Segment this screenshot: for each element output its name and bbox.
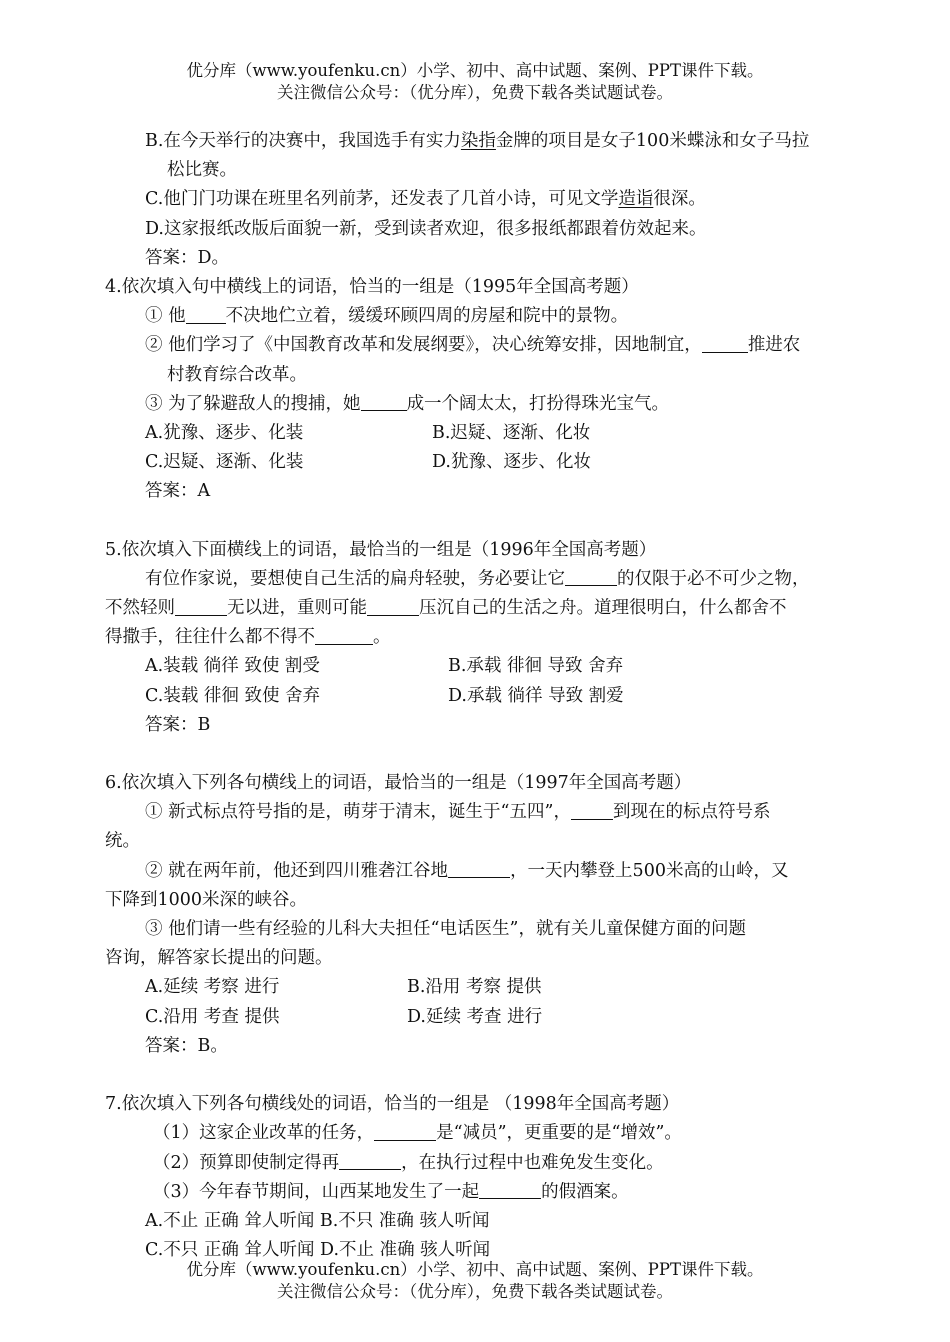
q6-sentence-3: ③ 他们请一些有经验的儿科大夫担任“电话医生”，就有关儿童保健方面的问题 [145, 919, 746, 940]
q6-answer: 答案：B。 [145, 1035, 228, 1056]
q6-title: 6.依次填入下列各句横线上的词语，最恰当的一组是（1997年全国高考题） [105, 773, 692, 794]
q7-sentence-1: （1）这家企业改革的任务， 是“减员”，更重要的是“增效”。 [153, 1123, 682, 1144]
document-body [105, 127, 895, 1265]
q5-paragraph-3: 得撒手，往往什么都不得不 。 [105, 627, 391, 648]
q5-option-d: D.承载 徜徉 导致 割爱 [448, 685, 624, 706]
spacer [105, 740, 895, 769]
q7-sentence-3: （3）今年春节期间，山西某地发生了一起 的假酒案。 [153, 1181, 629, 1202]
q5-blank-1 [565, 568, 617, 587]
q4-blank-1 [186, 305, 226, 324]
q3-option-c-keyword: 造诣 [618, 189, 654, 210]
q5-option-c: C.装载 徘徊 致使 舍弃 [145, 685, 321, 706]
footer-line-1: 优分库（www.youfenku.cn）小学、初中、高中试题、案例、PPT课件下载。 [186, 1260, 764, 1279]
q3-option-b: B.在今天举行的决赛中，我国选手有实力染指金牌的项目是女子100米蝶泳和女子马拉 [145, 131, 810, 151]
q5-options-row-2 [105, 682, 895, 711]
q4-title: 4.依次填入句中横线上的词语，恰当的一组是（1995年全国高考题） [105, 277, 639, 298]
q7-options-row-1 [105, 1207, 895, 1236]
q6-blank-2 [448, 860, 510, 879]
q6-option-b: B.沿用 考察 提供 [407, 977, 542, 998]
q7-option-b: B.不只 准确 骇人听闻 [319, 1210, 490, 1231]
q4-option-d: D.犹豫、逐步、化妆 [432, 452, 591, 473]
q4-option-a: A.犹豫、逐步、化装 [145, 423, 304, 444]
q3-option-d: D.这家报纸改版后面貌一新，受到读者欢迎，很多报纸都跟着仿效起来。 [145, 218, 707, 239]
q3-option-b-keyword: 染指 [460, 131, 496, 151]
q3-answer: 答案：D。 [145, 247, 230, 268]
q4-blank-2 [702, 335, 748, 354]
q4-option-b: B.迟疑、逐渐、化妆 [432, 423, 591, 444]
q7-sentence-2: （2）预算即使制定得再 ，在执行过程中也难免发生变化。 [153, 1152, 664, 1173]
q6-option-a: A.延续 考察 进行 [145, 977, 280, 998]
q6-sentence-2: ② 就在两年前，他还到四川雅砻江谷地 ，一天内攀登上500米高的山岭，又 [145, 860, 789, 881]
q4-sentence-3: ③ 为了躲避敌人的搜捕，她 成一个阔太太，打扮得珠光宝气。 [145, 393, 670, 414]
q5-options-row-1 [105, 652, 895, 681]
q6-options-row-2 [105, 1003, 895, 1032]
header-line-1: 优分库（www.youfenku.cn）小学、初中、高中试题、案例、PPT课件下载。 [186, 61, 764, 80]
q4-options-row-2 [105, 448, 895, 477]
q5-option-a: A.装载 徜徉 致使 割受 [145, 656, 320, 677]
q5-answer: 答案：B [145, 714, 211, 735]
spacer [105, 1061, 895, 1090]
q4-sentence-2-cont: 村教育综合改革。 [167, 364, 307, 385]
q4-blank-3 [361, 393, 407, 412]
q6-sentence-1: ① 新式标点符号指的是，萌芽于清末，诞生于“五四”， 到现在的标点符号系 [145, 802, 771, 823]
q4-sentence-1: ① 他 不决地伫立着，缓缓环顾四周的房屋和院中的景物。 [145, 306, 629, 327]
q4-option-c: C.迟疑、逐渐、化装 [145, 452, 304, 473]
q6-blank-1 [571, 801, 613, 820]
q5-option-b: B.承载 徘徊 导致 舍弃 [448, 656, 624, 677]
q3-option-b-cont: 松比赛。 [167, 160, 237, 181]
header-line-2: 关注微信公众号：（优分库），免费下载各类试题试卷。 [277, 83, 673, 102]
q5-title: 5.依次填入下面横线上的词语，最恰当的一组是（1996年全国高考题） [105, 539, 657, 560]
q6-sentence-3-cont: 咨询，解答家长提出的问题。 [105, 948, 333, 969]
q6-sentence-2-cont: 下降到1000米深的峡谷。 [105, 889, 308, 910]
q7-option-a: A.不止 正确 耸人听闻 [145, 1210, 315, 1231]
page-header [0, 60, 950, 104]
q4-answer: 答案：A [145, 481, 211, 502]
q5-blank-2 [175, 597, 227, 616]
q7-blank-3 [479, 1181, 541, 1200]
q3-option-c: C.他门门功课在班里名列前茅，还发表了几首小诗，可见文学造诣很深。 [145, 189, 706, 210]
q5-paragraph-1: 有位作家说，要想使自己生活的扁舟轻驶，务必要让它 的仅限于必不可少之物， [145, 568, 810, 589]
q6-options-row-1 [105, 973, 895, 1002]
q7-blank-2 [339, 1152, 401, 1171]
q7-title: 7.依次填入下列各句横线处的词语，恰当的一组是 （1998年全国高考题） [105, 1094, 680, 1115]
q6-option-c: C.沿用 考查 提供 [145, 1006, 280, 1027]
q7-option-d: D.不止 准确 骇人听闻 [320, 1240, 491, 1261]
q6-option-d: D.延续 考查 进行 [407, 1006, 543, 1027]
q5-blank-4 [315, 626, 373, 645]
q7-option-c: C.不只 正确 耸人听闻 [145, 1240, 315, 1261]
q6-sentence-1-cont: 统。 [105, 831, 140, 852]
page-footer [0, 1259, 950, 1303]
q7-blank-1 [374, 1122, 436, 1141]
q4-sentence-2: ② 他们学习了《中国教育改革和发展纲要》，决心统筹安排，因地制宜， 推进农 [145, 335, 801, 356]
footer-line-2: 关注微信公众号：（优分库），免费下载各类试题试卷。 [277, 1282, 673, 1301]
q5-blank-3 [367, 597, 419, 616]
q5-paragraph-2: 不然轻则 无以进，重则可能 压沉自己的生活之舟。道理很明白，什么都舍不 [105, 598, 787, 619]
q4-options-row-1 [105, 419, 895, 448]
spacer [105, 507, 895, 536]
